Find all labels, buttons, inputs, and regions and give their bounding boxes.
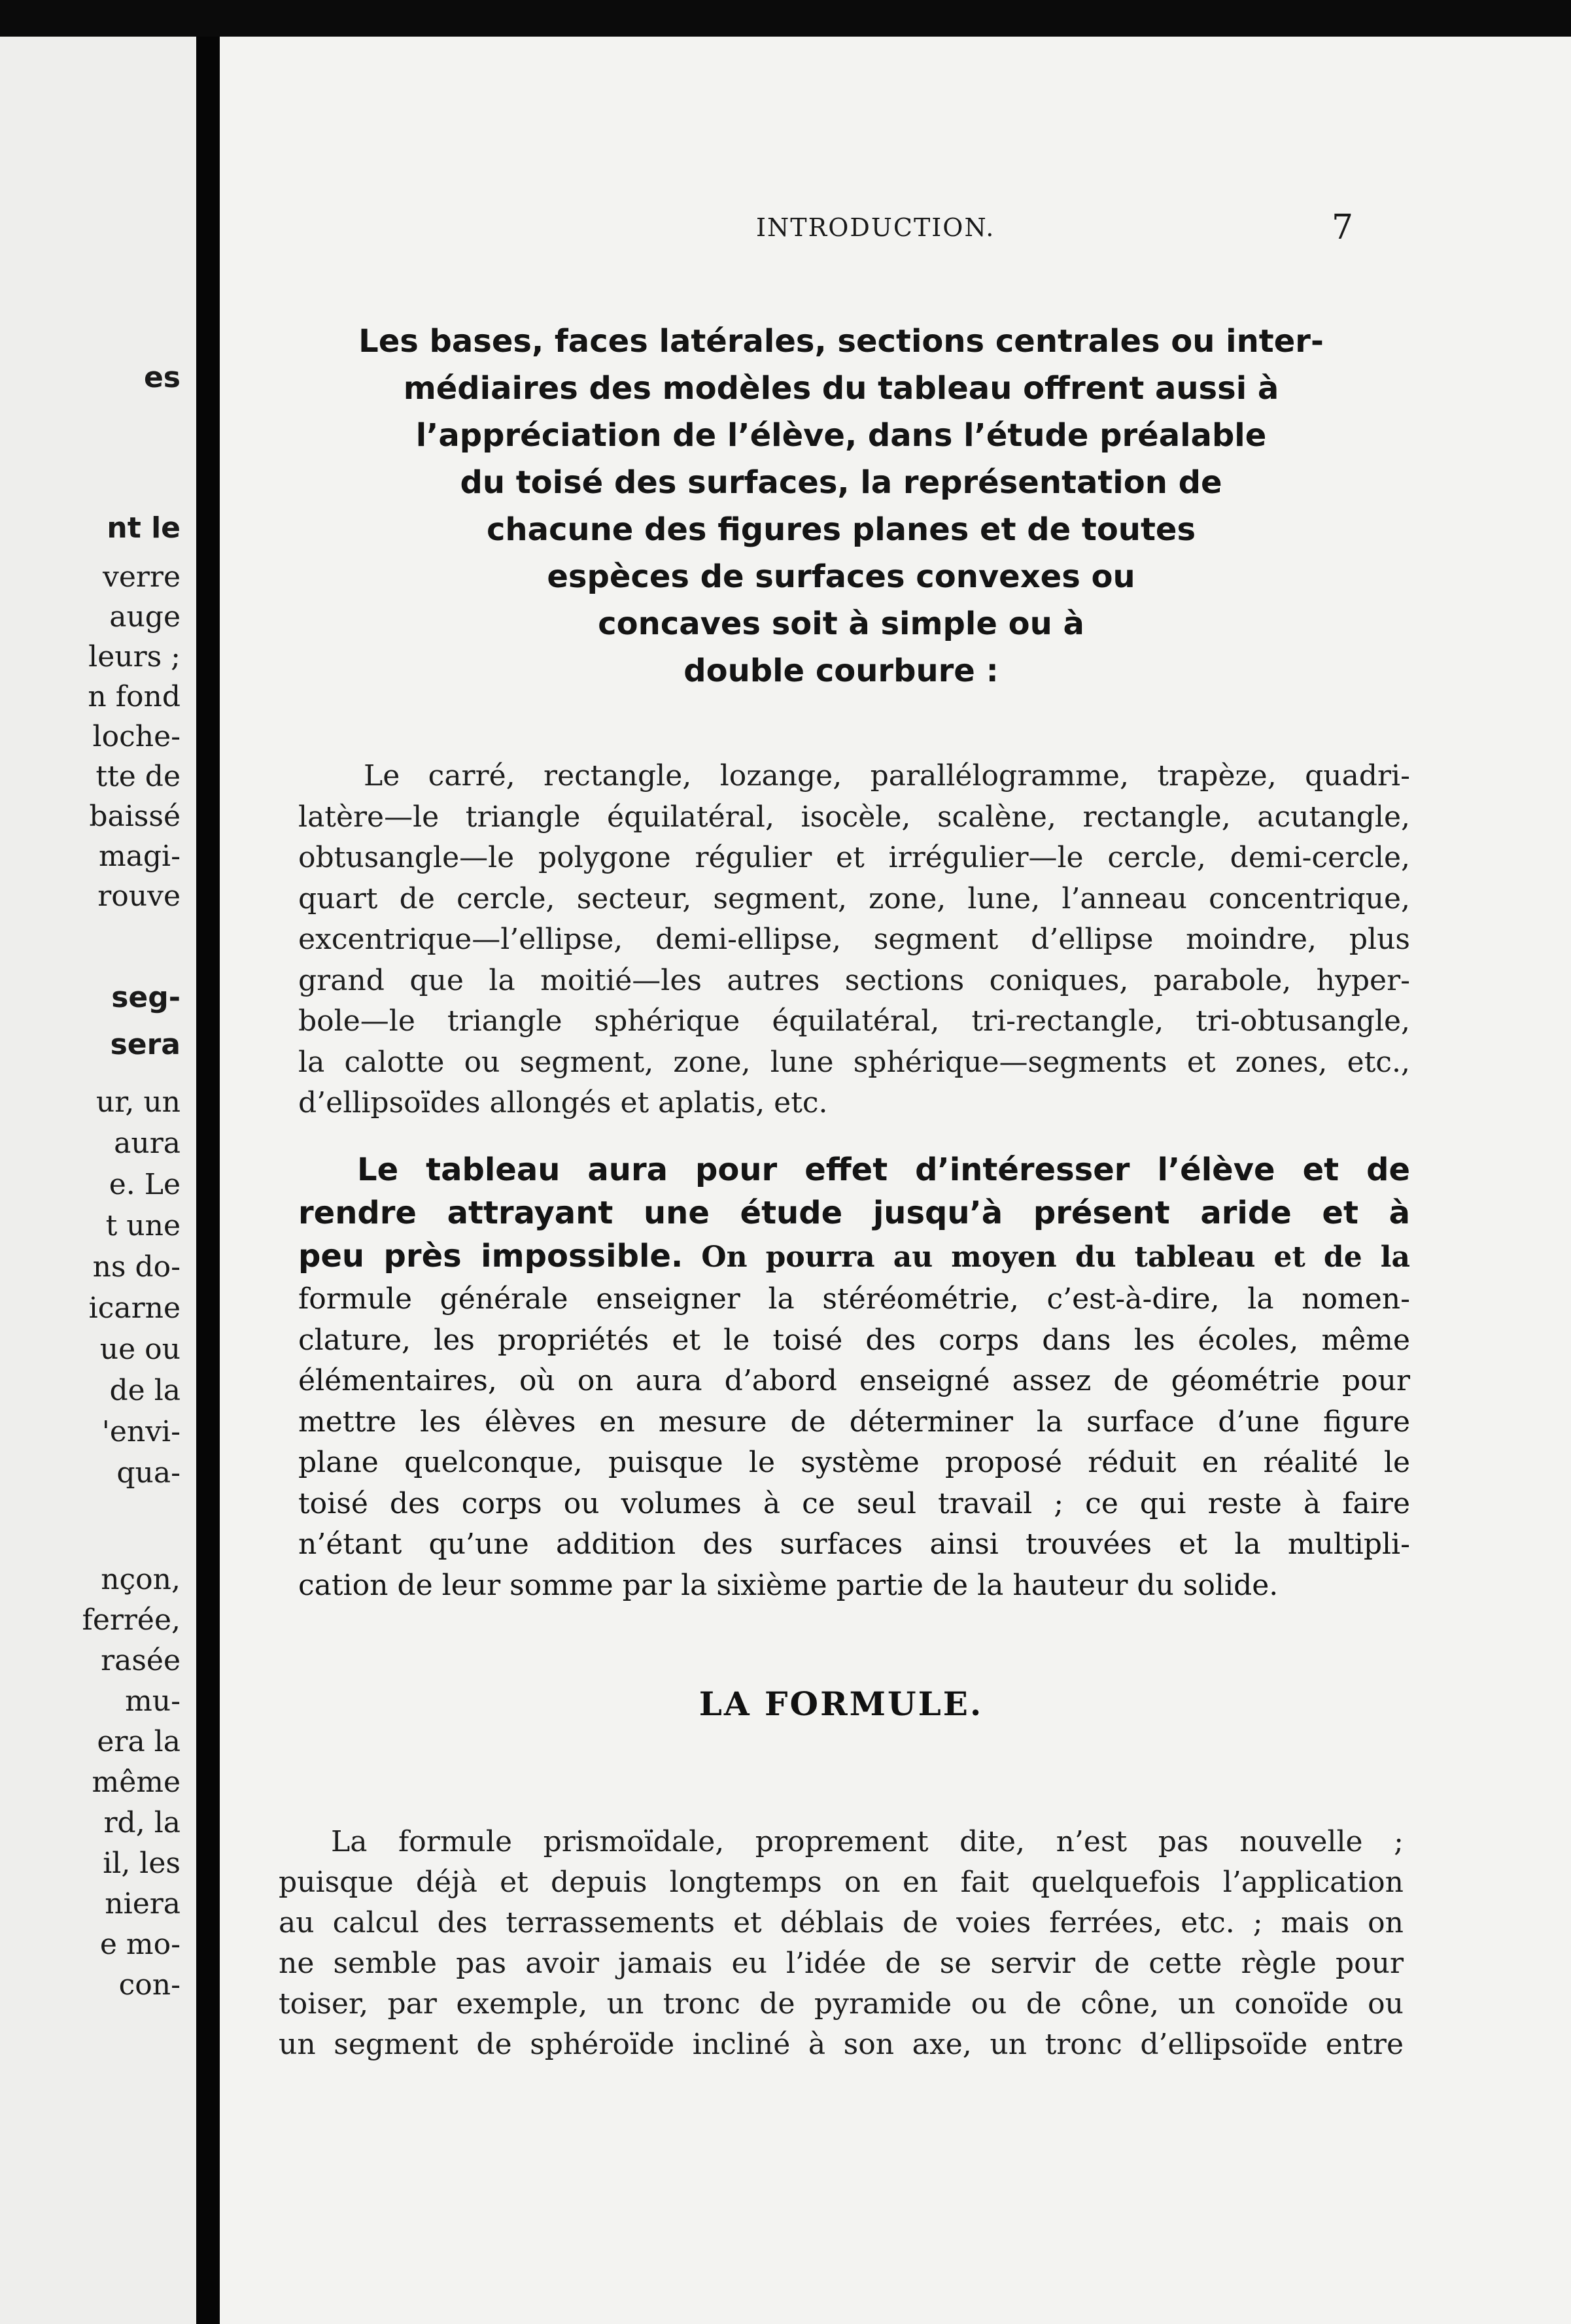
- facing-page-fragment: aura: [114, 1127, 181, 1160]
- figure-list-paragraph: [298, 756, 1410, 1124]
- facing-page-fragment: 'envi-: [101, 1415, 181, 1448]
- text-line: formule générale enseigner la stéréométrie, c’est-à-dire, la nomen-: [298, 1282, 1410, 1316]
- facing-page-fragment: ue ou: [99, 1333, 181, 1366]
- text-line: au calcul des terrassements et déblais de voies ferrées, etc. ; mais on: [279, 1906, 1404, 1940]
- text-line: grand que la moitié—les autres sections coniques, parabole, hyper-: [298, 963, 1410, 997]
- text-line: la calotte ou segment, zone, lune sphérique—segments et zones, etc.,: [298, 1045, 1410, 1079]
- facing-page-fragment: e mo-: [99, 1928, 181, 1961]
- page: [220, 37, 1571, 2324]
- running-head: INTRODUCTION.: [756, 213, 995, 242]
- text-line: excentrique—l’ellipse, demi-ellipse, segment d’ellipse moindre, plus: [298, 923, 1410, 956]
- page-number: 7: [1332, 208, 1354, 247]
- facing-page-fragment: sera: [110, 1028, 181, 1061]
- text-line: Le carré, rectangle, lozange, parallélogramme, trapèze, quadri-: [364, 759, 1410, 793]
- facing-page-fragment: mu-: [125, 1684, 181, 1718]
- text-line: chacune des figures planes et de toutes: [486, 511, 1196, 548]
- tableau-paragraph: [298, 1148, 1410, 1606]
- facing-page-fragment: rouve: [97, 880, 181, 913]
- text-line: obtusangle—le polygone régulier et irrégulier—le cercle, demi-cercle,: [298, 841, 1410, 874]
- text-line: cation de leur somme par la sixième partie de la hauteur du solide.: [298, 1568, 1279, 1602]
- text-line: toisé des corps ou volumes à ce seul travail ; ce qui reste à faire: [298, 1486, 1410, 1520]
- text-line: médiaires des modèles du tableau offrent aussi à: [403, 370, 1279, 407]
- facing-page-fragment: con-: [118, 1968, 181, 2002]
- facing-page-fragment: magi-: [98, 840, 181, 873]
- text-line: l’appréciation de l’élève, dans l’étude préalable: [415, 417, 1267, 454]
- facing-page-fragment: n fond: [88, 680, 181, 713]
- facing-page-fragment: de la: [109, 1374, 181, 1407]
- book-gutter: [196, 37, 220, 2324]
- bold-run: peu près impossible.: [298, 1238, 683, 1274]
- text-line: Les bases, faces latérales, sections centrales ou inter-: [358, 323, 1324, 360]
- facing-page-fragment: même: [92, 1766, 181, 1799]
- text-line: espèces de surfaces convexes ou: [547, 558, 1135, 595]
- facing-page-fragment: es: [143, 361, 181, 394]
- mixed-line: [298, 1235, 1410, 1279]
- facing-page-fragment: qua-: [116, 1456, 181, 1490]
- facing-page-fragment: e. Le: [109, 1168, 181, 1201]
- text-line: La formule prismoïdale, proprement dite, n’est pas nouvelle ;: [331, 1825, 1404, 1858]
- text-line: mettre les élèves en mesure de déterminer la surface d’une figure: [298, 1405, 1410, 1439]
- facing-page-fragment: icarne: [88, 1291, 181, 1325]
- facing-page-fragment: rasée: [101, 1644, 181, 1677]
- facing-page-fragment: auge: [109, 600, 181, 634]
- text-line: n’étant qu’une addition des surfaces ainsi trouvées et la multipli-: [298, 1528, 1410, 1561]
- text-line: puisque déjà et depuis longtemps on en fait quelquefois l’application: [279, 1866, 1404, 1899]
- facing-page-fragment: rd, la: [103, 1806, 181, 1839]
- facing-page-fragment: seg-: [111, 981, 181, 1014]
- facing-page-fragment: ns do-: [92, 1250, 181, 1284]
- text-line: élémentaires, où on aura d’abord enseigné assez de géométrie pour: [298, 1364, 1410, 1397]
- text-line: ne semble pas avoir jamais eu l’idée de se servir de cette règle pour: [279, 1947, 1404, 1980]
- intro-bold-paragraph: [292, 318, 1390, 694]
- facing-page-fragment: niera: [105, 1887, 181, 1921]
- regular-run: On pourra au moyen du tableau et de la: [683, 1240, 1410, 1274]
- text-line: double courbure :: [683, 653, 999, 689]
- facing-page-fragment: leurs ;: [88, 640, 181, 674]
- facing-page-fragment: tte de: [95, 760, 181, 793]
- text-line: latère—le triangle équilatéral, isocèle, scalène, rectangle, acutangle,: [298, 800, 1410, 834]
- text-line: rendre attrayant une étude jusqu’à présent aride et à: [298, 1195, 1410, 1231]
- text-line: bole—le triangle sphérique équilatéral, tri-rectangle, tri-obtusangle,: [298, 1004, 1410, 1038]
- text-line: clature, les propriétés et le toisé des corps dans les écoles, même: [298, 1323, 1410, 1357]
- text-line: concaves soit à simple ou à: [598, 606, 1084, 642]
- text-line: du toisé des surfaces, la représentation de: [460, 464, 1222, 501]
- text-line: d’ellipsoïdes allongés et aplatis, etc.: [298, 1086, 828, 1119]
- formula-paragraph: [279, 1822, 1404, 2065]
- facing-page-fragment: nçon,: [101, 1563, 181, 1596]
- facing-page-fragment: baissé: [89, 800, 181, 833]
- facing-page-fragment: verre: [102, 560, 181, 594]
- facing-page-fragment: nt le: [107, 511, 181, 545]
- facing-page-fragment: era la: [97, 1725, 181, 1758]
- top-scan-border: [0, 0, 1571, 37]
- facing-page-fragment: ferrée,: [82, 1603, 181, 1637]
- facing-page-fragment: il, les: [103, 1847, 181, 1880]
- facing-page-edge: [0, 37, 196, 2324]
- facing-page-fragment: ur, un: [95, 1085, 181, 1119]
- facing-page-fragment: t une: [105, 1209, 181, 1242]
- text-line: un segment de sphéroïde incliné à son axe, un tronc d’ellipsoïde entre: [279, 2028, 1404, 2061]
- text-line: quart de cercle, secteur, segment, zone, lune, l’anneau concentrique,: [298, 881, 1410, 915]
- text-line: toiser, par exemple, un tronc de pyramide ou de cône, un conoïde ou: [279, 1987, 1404, 2021]
- section-heading: LA FORMULE.: [699, 1684, 984, 1723]
- text-line: plane quelconque, puisque le système proposé réduit en réalité le: [298, 1446, 1410, 1479]
- facing-page-fragment: loche-: [92, 720, 181, 753]
- text-line: Le tableau aura pour effet d’intéresser l’élève et de: [357, 1152, 1410, 1188]
